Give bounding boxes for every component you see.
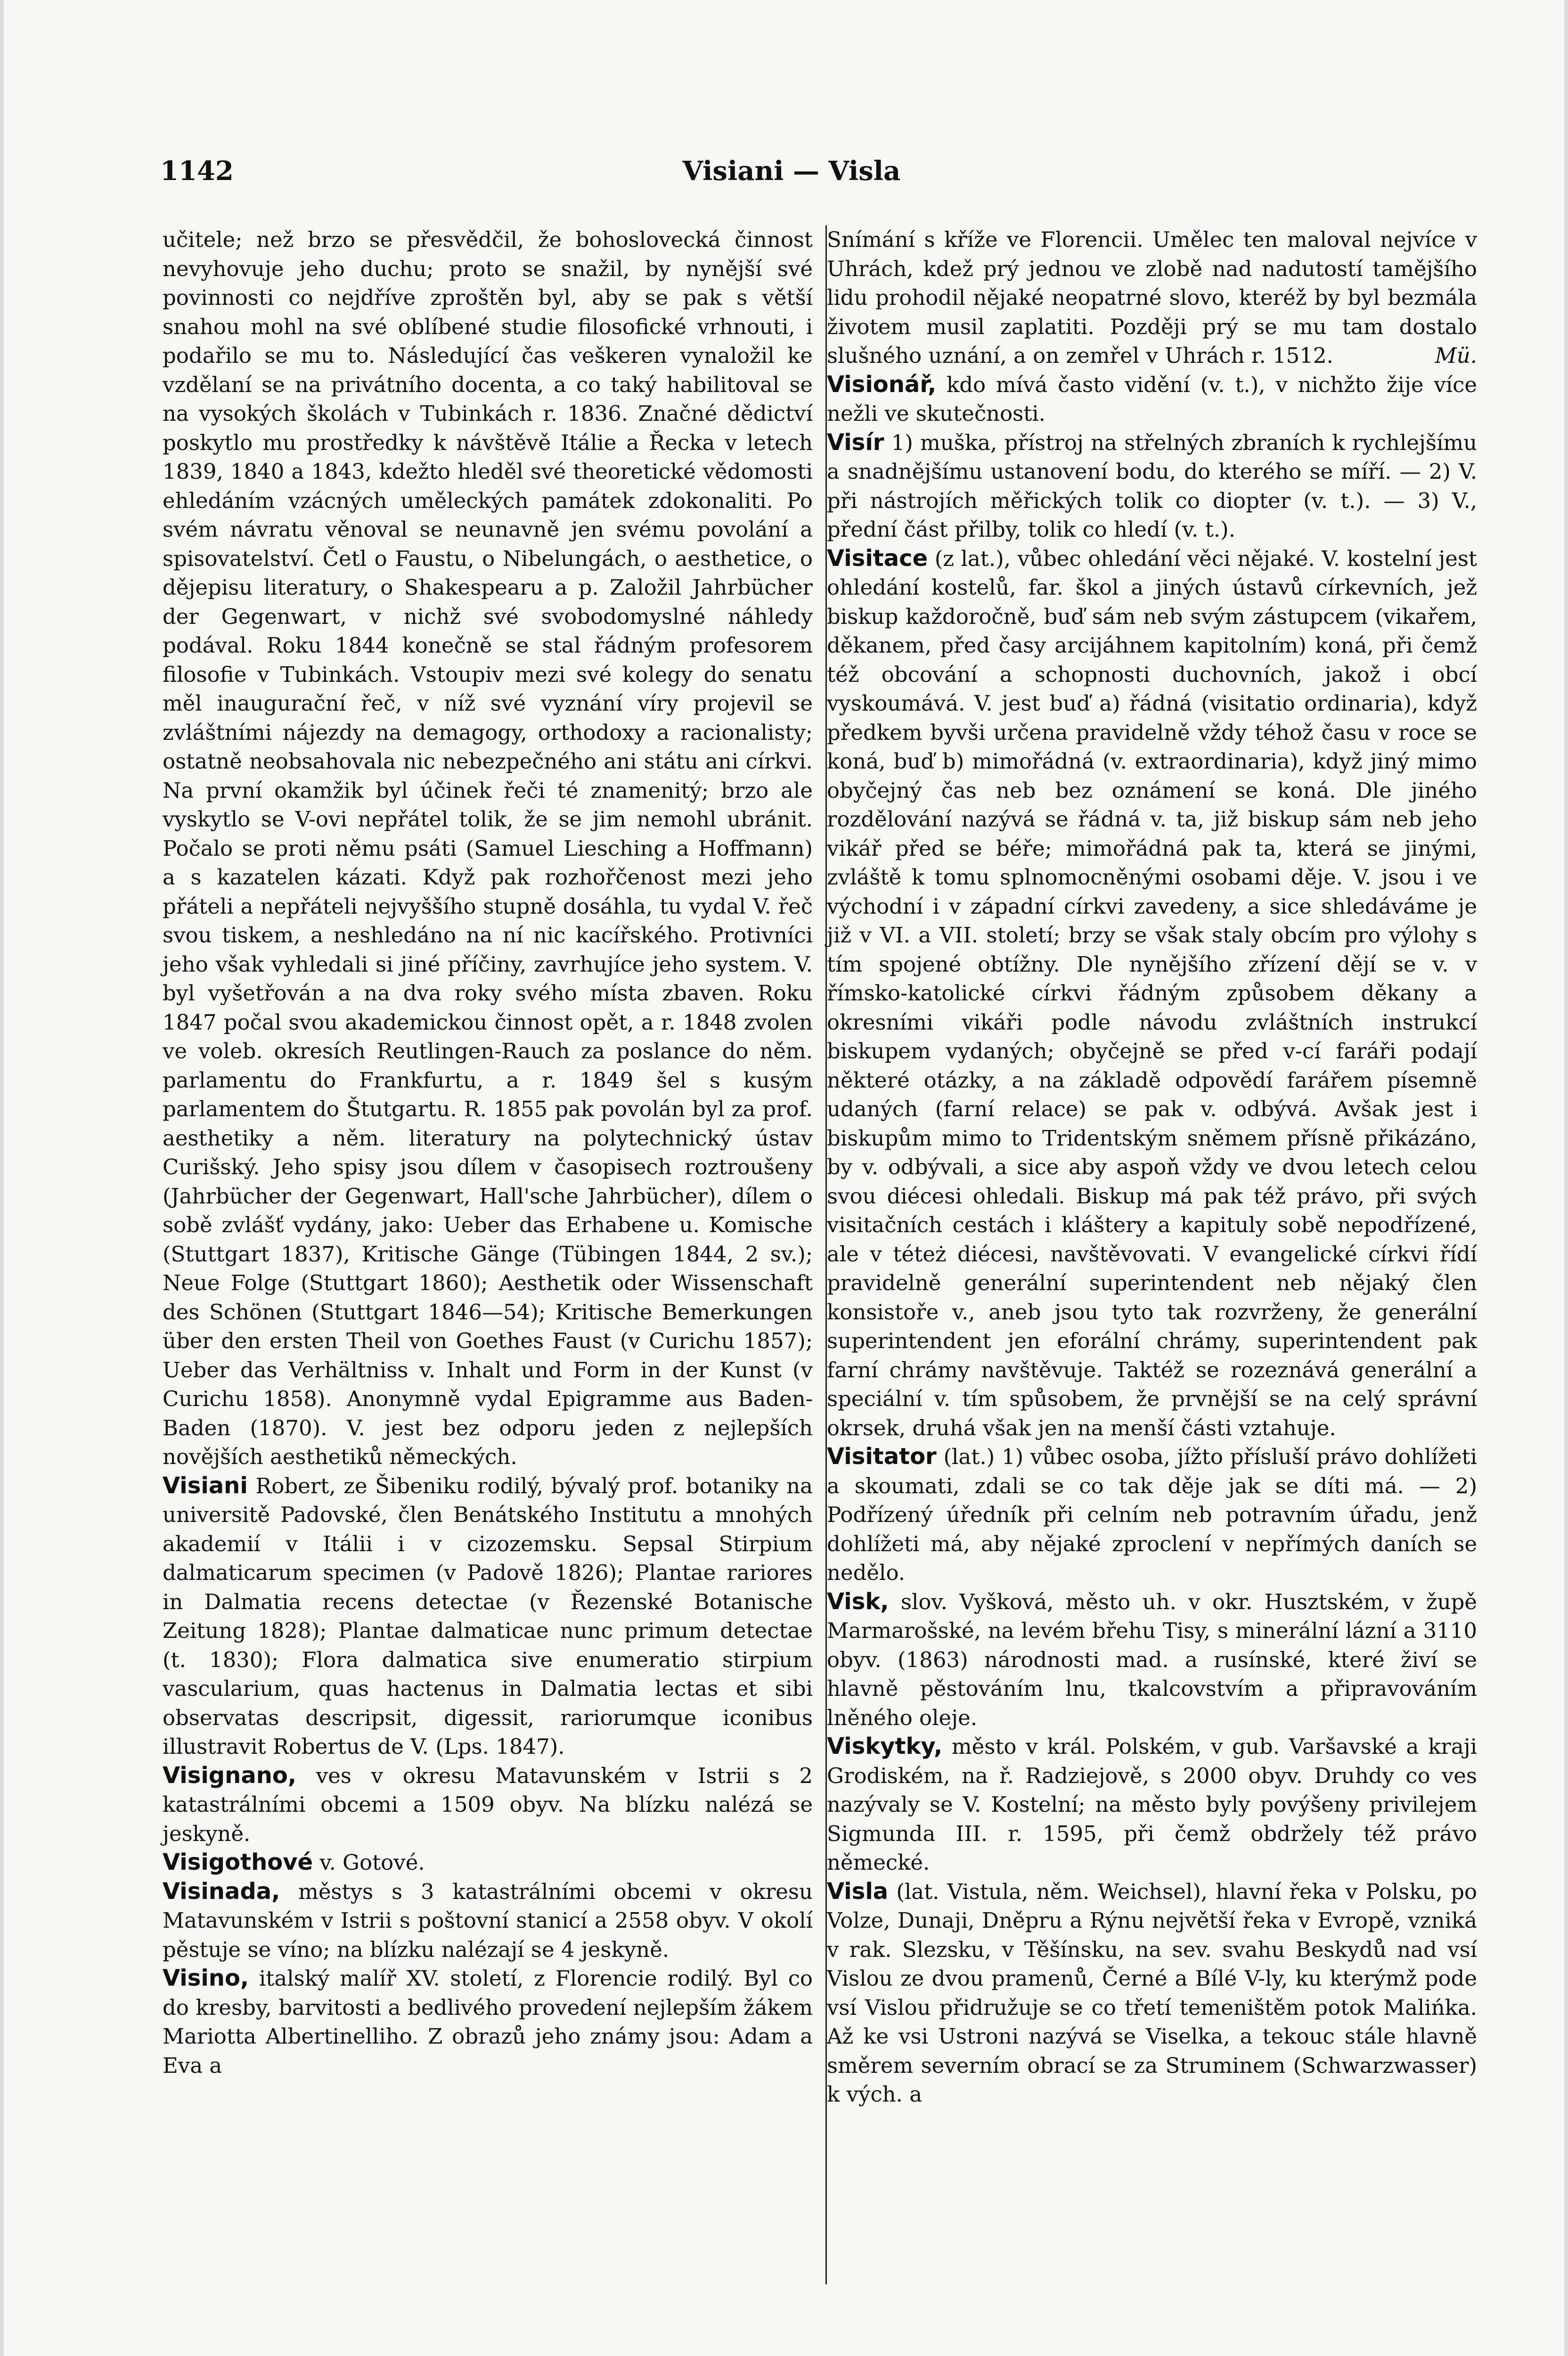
entry-visigothove [163, 1848, 813, 1877]
left-column [163, 225, 813, 2080]
headword-visinada: Visinada, [163, 1878, 280, 1905]
headword-visla: Visla [827, 1878, 889, 1905]
entry-visk [827, 1587, 1477, 1733]
headword-viskytky: Viskytky, [827, 1733, 943, 1759]
entry-visino [163, 1964, 813, 2080]
headword-visitator: Visitator [827, 1443, 937, 1470]
entry-text-visino: italský malíř XV. století, z Florencie rodilý. Byl co do kresby, barvitosti a bedlivého provedení nejlepším žákem Mariotta Albertinelliho. Z obrazů jeho známy jsou: Adam a Eva a [163, 1966, 813, 2078]
entry-visinada [163, 1877, 813, 1964]
entry-text-visk: slov. Vyšková, město uh. v okr. Husztském, v župě Marmarošské, na levém břehu Tisy, s minerální lázní a 3110 obyv. (1863) národnosti mad. a rusínské, které živí se hlavně pěstováním lnu, tkalcovstvím a připravováním lněného oleje. [827, 1589, 1477, 1730]
entry-visignano [163, 1761, 813, 1849]
entry-text-visignano: ves v okresu Matavunském v Istrii s 2 katastrálními obcemi a 1509 obyv. Na blízku nalézá se jeskyně. [163, 1763, 813, 1846]
headword-visk: Visk, [827, 1588, 889, 1615]
headword-visiani: Visiani [163, 1472, 248, 1499]
right-column [827, 225, 1477, 2109]
entry-text-visiani: Robert, ze Šibeniku rodilý, bývalý prof. botaniky na universitě Padovské, člen Benátského Institutu a mnohých akademií v Itálii i v cizozemsku. Sepsal Stirpium dalmaticarum specimen (v Padově 1826); Plantae rariores in Dalmatia recens detectae (v Řezenské Botanische Zeitung 1828); Plantae dalmaticae nunc primum detectae (t. 1830); Flora dalmatica sive enumeratio stirpium vascularium, quas hactenus in Dalmatia lectas et sibi observatas descripsit, digessit, rariorumque iconibus illustravit Robertus de V. (Lps. 1847). [163, 1473, 813, 1759]
author-signature: Mü. [1435, 343, 1477, 368]
vischer-continuation: učitele; než brzo se přesvědčil, že bohoslovecká činnost nevyhovuje jeho duchu; proto se snažil, by nynější své povinnosti co nejdříve zproštěn byl, aby se pak s větší snahou mohl na své oblíbené studie filosofické vrhnouti, i podařilo se mu to. Následující čas veškeren vynaložil ke vzdělaní se na privátního docenta, a co taký habilitoval se na vysokých školách v Tubinkách r. 1836. Značné dědictví poskytlo mu prostředky k návštěvě Itálie a Řecka v letech 1839, 1840 a 1843, kdežto hleděl své theoretické vědomosti ehledáním vzácných uměleckých památek zdokonaliti. Po svém návratu věnoval se neunavně jen svému povolání a spisovatelství. Četl o Faustu, o Nibelungách, o aesthetice, o dějepisu literatury, o Shakespearu a p. Založil Jahrbücher der Gegenwart, v nichž své svobodomyslné náhledy podával. Roku 1844 konečně se stal řádným profesorem filosofie v Tubinkách. Vstoupiv mezi své kolegy do senatu měl inaugurační řeč, v níž své vyznání víry projevil se zvláštními nájezdy na demagogy, orthodoxy a racionalisty; ostatně neobsahovala nic nebezpečného ani státu ani církvi. Na první okamžik byl účinek řeči té znamenitý; brzo ale vyskytlo se V-ovi nepřátel tolik, že se jim nemohl ubránit. Počalo se proti němu psáti (Samuel Liesching a Hoffmann) a s kazatelen kázati. Když pak rozhořčenost mezi jeho přáteli a nepřáteli nejvyššího stupně dosáhla, tu vydal V. řeč svou tiskem, a neshledáno na ní nic kacířského. Protivníci jeho však vyhledali si jiné příčiny, zavrhujíce jeho system. V. byl vyšetřován a na dva roky svého místa zbaven. Roku 1847 počal svou akademickou činnost opět, a r. 1848 zvolen ve voleb. okresích Reutlingen-Rauch za poslance do něm. parlamentu do Frankfurtu, a r. 1849 šel s kusým parlamentem do Štutgartu. R. 1855 pak povolán byl za prof. aesthetiky a něm. literatury na polytechnický ústav Curišský. Jeho spisy jsou dílem v časopisech roztroušeny (Jahrbücher der Gegenwart, Hall'sche Jahrbücher), dílem o sobě zvlášť vydány, jako: Ueber das Erhabene u. Komische (Stuttgart 1837), Kritische Gänge (Tübingen 1844, 2 sv.); Neue Folge (Stuttgart 1860); Aesthetik oder Wissenschaft des Schönen (Stuttgart 1846—54); Kritische Bemerkungen über den ersten Theil von Goethes Faust (v Curichu 1857); Ueber das Verhältniss v. Inhalt und Form in der Kunst (v Curichu 1858). Anonymně vydal Epigramme aus Baden-Baden (1870). V. jest bez odporu jeden z nejlepších novějších aesthetiků německých. [163, 227, 813, 1469]
headword-visir: Visír [827, 429, 884, 456]
entry-viskytky [827, 1732, 1477, 1877]
entry-visla [827, 1877, 1477, 2109]
entry-visir [827, 428, 1477, 544]
headword-visino: Visino, [163, 1965, 249, 1991]
entry-text-visinada: městys s 3 katastrálními obcemi v okresu Matavunském v Istrii s poštovní stanicí a 2558 obyv. V okolí pěstuje se víno; na blízku nalézají se 4 jeskyně. [163, 1879, 813, 1962]
entry-text-visla: (lat. Vistula, něm. Weichsel), hlavní řeka v Polsku, po Volze, Dunaji, Dněpru a Rýnu největší řeka v Evropě, vzniká v rak. Slezsku, v Těšínsku, na sev. svahu Beskydů nad vsí Vislou ze dvou pramenů, Černé a Bílé V-ly, ku kterýmž pode vsí Vislou přidružuje se co třetí temeništěm potok Malińka. Až ke vsi Ustroni nazývá se Viselka, a tekouc stále hlavně směrem severním obrací se za Struminem (Schwarzwasser) k vých. a [827, 1879, 1477, 2107]
entry-text-visigothove: v. Gotové. [313, 1850, 425, 1875]
page-edge-left [0, 0, 4, 2356]
headword-visitace: Visitace [827, 545, 928, 572]
entry-text-visitace: (z lat.), vůbec ohledání věci nějaké. V. kostelní jest ohledání kostelů, far. škol a jiných ústavů církevních, jež biskup každoročně, buď sám neb svým zástupcem (vikařem, děkanem, před časy arcijáhnem kapitolním) koná, při čemž též obcování a schopnosti duchovních, jakož i obcí vyskoumává. V. jest buď a) řádná (visitatio ordinaria), když předkem byvši určena pravidelně vždy téhož času v roce se koná, buď b) mimořádná (v. extraordinaria), když jiný mimo obyčejný čas neb bez oznámení se koná. Dle jiného rozdělování nazývá se řádná v. ta, již biskup sám neb jeho vikář před se béře; mimořádná pak ta, která se jinými, zvláště k tomu splnomocněnými osobami děje. V. jsou i ve východní i v západní církvi zavedeny, a sice shledáváme je již v VI. a VII. století; brzy se však staly obcím pro výlohy s tím spojené obtížny. Dle nynějšího zřízení dějí se v. v římsko-katolické církvi řádným způsobem děkany a okresními vikáři podle návodu zvláštních instrukcí biskupem vydaných; obyčejně se před v-cí faráři podají některé otázky, a na základě odpovědí farářem písemně udaných (farní relace) se pak v. odbývá. Avšak jest i biskupům mimo to Tridentským sněmem přísně přikázáno, by v. odbývali, a sice aby aspoň vždy ve dvou letech celou svou diécesi ohledali. Biskup má pak též právo, při svých visitačních cestách i kláštery a kapituly sobě nepodřízené, ale v téteż diécesi, navštěvovati. V evangelické církvi řídí pravidelně generální superintendent neb nějaký člen konsistoře v., aneb jsou tyto tak rozvrženy, že generální superintendent jen eforální chrámy, superintendent pak farní chrámy navštěvuje. Taktéž se rozeznává generální a speciální v. tím spůsobem, že prvnější se na celý správní okrsek, druhá však jen na menší části vztahuje. [827, 546, 1477, 1440]
entry-text-visir: 1) muška, přístroj na střelných zbraních k rychlejšímu a snadnějšímu ustanovení bodu, do kterého se míří. — 2) V. při nástrojích měřických tolik co diopter (v. t.). — 3) V., přední část přilby, tolik co hledí (v. t.). [827, 430, 1477, 542]
entry-visiani [163, 1472, 813, 1761]
running-title: Visiani — Visla [682, 155, 901, 187]
page-edge-right [1564, 0, 1568, 2356]
visino-continuation [827, 225, 1477, 370]
headword-visigothove: Visigothové [163, 1849, 313, 1875]
headword-visionar: Visionář, [827, 371, 937, 398]
entry-visionar [827, 370, 1477, 428]
entry-text-viskytky: město v král. Polském, v gub. Varšavské a kraji Grodiském, na ř. Radziejově, s 2000 obyv. Druhdy co ves nazývaly se V. Kostelní; na město byly povýšeny privilejem Sigmunda III. r. 1595, při čemž obdržely též právo německé. [827, 1734, 1477, 1875]
entry-text-visitator: (lat.) 1) vůbec osoba, jížto přísluší právo dohlížeti a skoumati, zdali se co tak děje jak se díti má. — 2) Podřízený úředník při celním neb potravním úřadu, jenž dohlížeti má, aby nějaké zproclení v nepřímých daních se nedělo. [827, 1444, 1477, 1585]
page-number: 1142 [160, 155, 234, 187]
entry-visitator [827, 1442, 1477, 1587]
headword-visignano: Visignano, [163, 1762, 297, 1789]
entry-text-visionar: kdo mívá často vidění (v. t.), v nichžto žije více nežli ve skutečnosti. [827, 372, 1477, 426]
visino-continuation-text: Snímání s kříže ve Florencii. Umělec ten maloval nejvíce v Uhrách, kdež prý jednou ve zlobě nad nadutostí tamějšího lidu prohodil nějaké neopatrné slovo, kteréž by byl bezmála životem musil zaplatiti. Později prý se mu tam dostalo slušného uznání, a on zemřel v Uhrách r. 1512. [827, 227, 1477, 368]
page-header [160, 155, 1423, 193]
entry-visitace [827, 544, 1477, 1443]
